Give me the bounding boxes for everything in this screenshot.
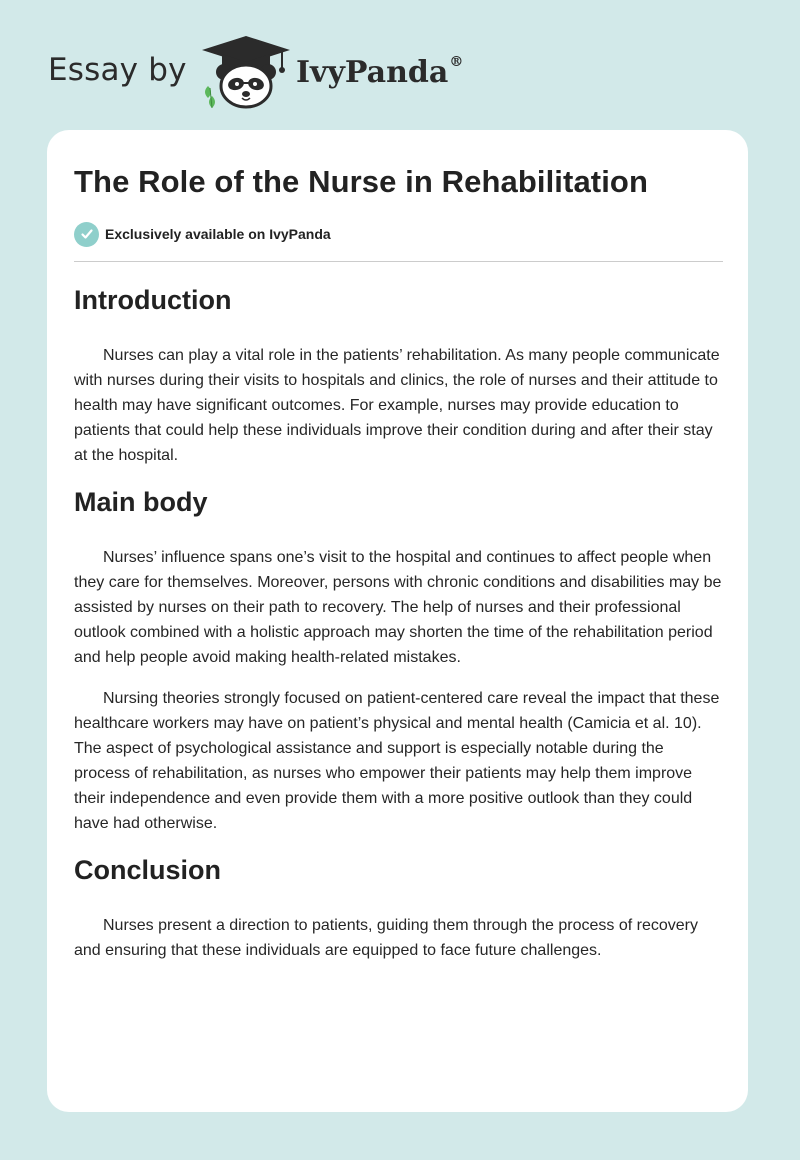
brand-name-text: IvyPanda [296, 55, 449, 90]
page-title: The Role of the Nurse in Rehabilitation [74, 164, 648, 199]
brand-name [296, 54, 463, 90]
registered-mark: ® [449, 54, 464, 70]
brand-header [48, 30, 508, 110]
paragraph-main-body-1: Nurses’ influence spans one’s visit to the hospital and continues to affect people when they care for themselves. Moreover, persons with chronic conditions and disabilities may be assisted by nurses on their path to recovery. The help of nurses and their professional outlook combined with a holistic approach may shorten the time of the rehabilitation period and help people avoid making health-related mistakes. [74, 549, 722, 666]
badge-label: Exclusively available on IvyPanda [105, 226, 331, 242]
exclusive-badge [74, 221, 331, 247]
paragraph-conclusion: Nurses present a direction to patients, guiding them through the process of recovery and ensuring that these individuals are equipped to face future challenges. [74, 917, 698, 959]
title-divider [74, 261, 723, 262]
paragraph-introduction: Nurses can play a vital role in the patients’ rehabilitation. As many people communicate with nurses during their visits to hospitals and clinics, the role of nurses and their attitude to health may have significant outcomes. For example, nurses may provide education to patients that could help these individuals improve their condition during and after their stay at the hospital. [74, 347, 720, 464]
essay-card [47, 130, 748, 1112]
essay-by-label: Essay by [48, 52, 187, 88]
panda-graduate-icon [200, 34, 292, 110]
section-heading-conclusion: Conclusion [74, 855, 221, 885]
section-heading-introduction: Introduction [74, 285, 232, 315]
section-heading-main-body: Main body [74, 487, 208, 517]
paragraph-main-body-2: Nursing theories strongly focused on patient-centered care reveal the impact that these healthcare workers may have on patient’s physical and mental health (Camicia et al. 10). The aspect of psychological assistance and support is especially notable during the process of rehabilitation, as nurses who empower their patients may help them improve their independence and even provide them with a more positive outlook than they could have had otherwise. [74, 690, 720, 832]
check-circle-icon [74, 222, 99, 247]
